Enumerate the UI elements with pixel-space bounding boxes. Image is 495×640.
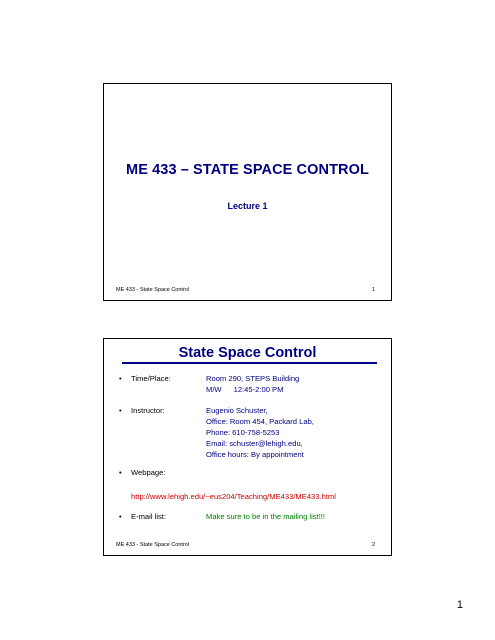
page-number: 1 xyxy=(456,599,463,611)
email-list-label: E-mail list: xyxy=(131,512,167,521)
instructor-office: Office: Room 454, Packard Lab, xyxy=(206,417,314,426)
bullet: • xyxy=(119,512,122,521)
slide-1-footer: ME 433 - State Space Control xyxy=(116,287,190,293)
bullet: • xyxy=(119,468,122,477)
slide-2-title: State Space Control xyxy=(178,345,317,361)
room-line: Room 290, STEPS Building xyxy=(206,374,300,383)
title-underline xyxy=(122,362,377,364)
slide-1 xyxy=(103,83,392,301)
slide-2 xyxy=(103,338,392,556)
instructor-value xyxy=(206,405,314,460)
slide-1-number: 1 xyxy=(371,287,375,293)
instructor-phone: Phone: 610-758-5253 xyxy=(206,428,280,437)
slide-2-footer: ME 433 - State Space Control xyxy=(116,542,190,548)
slide-1-subtitle: Lecture 1 xyxy=(227,201,268,211)
bullet: • xyxy=(119,374,122,383)
time-place-value xyxy=(206,373,299,395)
instructor-label: Instructor: xyxy=(131,406,165,415)
instructor-office-hours: Office hours: By appointment xyxy=(206,450,304,459)
slide-1-title: ME 433 – STATE SPACE CONTROL xyxy=(126,162,369,178)
slide-2-number: 2 xyxy=(371,542,375,548)
schedule-days: M/W xyxy=(206,385,222,394)
schedule-line xyxy=(206,384,299,395)
schedule-time: 12:45-2:00 PM xyxy=(233,385,284,394)
instructor-email: Email: schuster@lehigh.edu, xyxy=(206,439,303,448)
course-webpage-link[interactable]: http://www.lehigh.edu/~eus204/Teaching/ME433/ME433.html xyxy=(131,492,336,501)
instructor-name: Eugenio Schuster, xyxy=(206,406,268,415)
time-place-label: Time/Place: xyxy=(131,374,171,383)
email-list-note: Make sure to be in the mailing list!!! xyxy=(206,512,326,521)
bullet: • xyxy=(119,406,122,415)
webpage-label: Webpage: xyxy=(131,468,166,477)
